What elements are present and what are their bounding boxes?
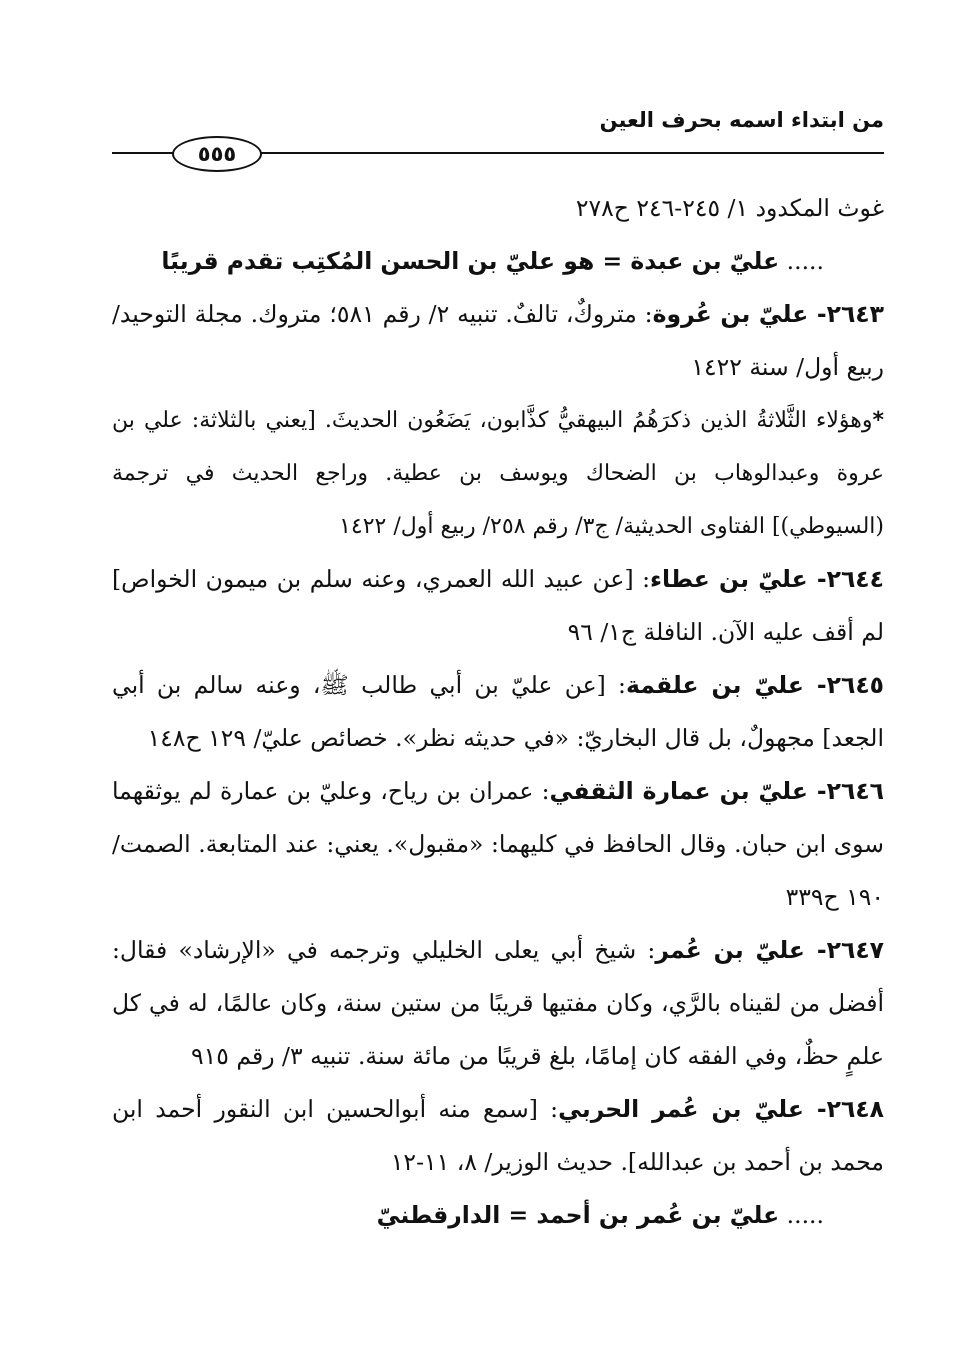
entry-number: ٢٦٤٣- <box>808 300 884 328</box>
ellipsis: ..... <box>779 1201 824 1229</box>
entry-text: غوث المكدود ١/ ٢٤٥-٢٤٦ ح٢٧٨ <box>575 194 884 222</box>
footnote-paragraph <box>112 394 884 553</box>
entry-number: ٢٦٤٦- <box>807 777 885 805</box>
entry-2645 <box>112 659 884 765</box>
entry-text: : عمران بن رياح، وعليّ بن عمارة لم يوثقهما سوى ابن حبان. وقال الحافظ في كليهما: «مقبول». يعني: عند المتابعة. الصمت/ ١٩٠ ح٣٣٩ <box>112 777 884 911</box>
entry-text: : [عن عليّ بن أبي طالب ﷺ، وعنه سالم بن أبي الجعد] مجهولٌ، بل قال البخاريّ: «في حديثه نظر». خصائص عليّ/ ١٢٩ ح١٤٨ <box>112 671 884 752</box>
entry-text: : متروكٌ، تالفٌ. تنبيه ٢/ رقم ٥٨١؛ متروك. مجلة التوحيد/ ربيع أول/ سنة ١٤٢٢ <box>112 300 884 381</box>
entry-number: ٢٦٤٨- <box>803 1095 884 1123</box>
entry-2644 <box>112 553 884 659</box>
cross-reference <box>112 1189 884 1242</box>
running-title: من ابتداء اسمه بحرف العين <box>599 108 884 132</box>
entry-2648 <box>112 1083 884 1189</box>
narrator-name: عليّ بن علقمة <box>625 671 804 699</box>
entry-number: ٢٦٤٥- <box>803 671 885 699</box>
entry-text: : [عن عبيد الله العمري، وعنه سلم بن ميمون الخواص] لم أقف عليه الآن. النافلة ج١/ ٩٦ <box>112 565 884 646</box>
narrator-name: عليّ بن عُمر <box>655 936 805 964</box>
entry-text: وهؤلاء الثَّلاثةُ الذين ذكرَهُمُ البيهقيُّ كذَّابون، يَضَعُون الحديثَ. [يعني بالثلاثة: علي بن عروة وعبدالوهاب بن الضحاك ويوسف بن عطية. وراجع الحديث في ترجمة (السيوطي)] الفتاوى الحديثية/ ج٣/ رقم ٢٥٨/ ربيع أول/ ١٤٢٢ <box>112 408 884 539</box>
body-text <box>112 182 884 1242</box>
narrator-name: عليّ بن عُروة <box>652 300 809 328</box>
narrator-name: عليّ بن عطاء <box>650 565 808 593</box>
ellipsis: ..... <box>779 247 824 275</box>
narrator-name: عليّ بن عمارة الثقفي <box>549 777 808 805</box>
entry-continuation <box>112 182 884 235</box>
entry-number: ٢٦٤٧- <box>804 936 885 964</box>
cross-reference <box>112 235 884 288</box>
entry-2647 <box>112 924 884 1083</box>
cross-reference-text: عليّ بن عُمر بن أحمد = الدارقطنيّ <box>376 1201 780 1229</box>
entry-2646 <box>112 765 884 924</box>
asterisk-marker: * <box>872 408 884 433</box>
page-number: ٥٥٥ <box>172 136 262 172</box>
entry-2643 <box>112 288 884 394</box>
cross-reference-text: عليّ بن عبدة = هو عليّ بن الحسن المُكتِب تقدم قريبًا <box>161 247 780 275</box>
narrator-name: عليّ بن عُمر الحربي <box>558 1095 804 1123</box>
entry-text: : [سمع منه أبوالحسين ابن النقور أحمد ابن محمد بن أحمد بن عبدالله]. حديث الوزير/ ٨، ١١-١٢ <box>112 1095 884 1176</box>
entry-number: ٢٦٤٤- <box>807 565 884 593</box>
entry-text: : شيخ أبي يعلى الخليلي وترجمه في «الإرشاد» فقال: أفضل من لقيناه بالرَّي، وكان مفتيها قريبًا من ستين سنة، وكان عالمًا، له في كل علمٍ حظٌ، وفي الفقه كان إمامًا، بلغ قريبًا من مائة سنة. تنبيه ٣/ رقم ٩١٥ <box>112 936 884 1070</box>
